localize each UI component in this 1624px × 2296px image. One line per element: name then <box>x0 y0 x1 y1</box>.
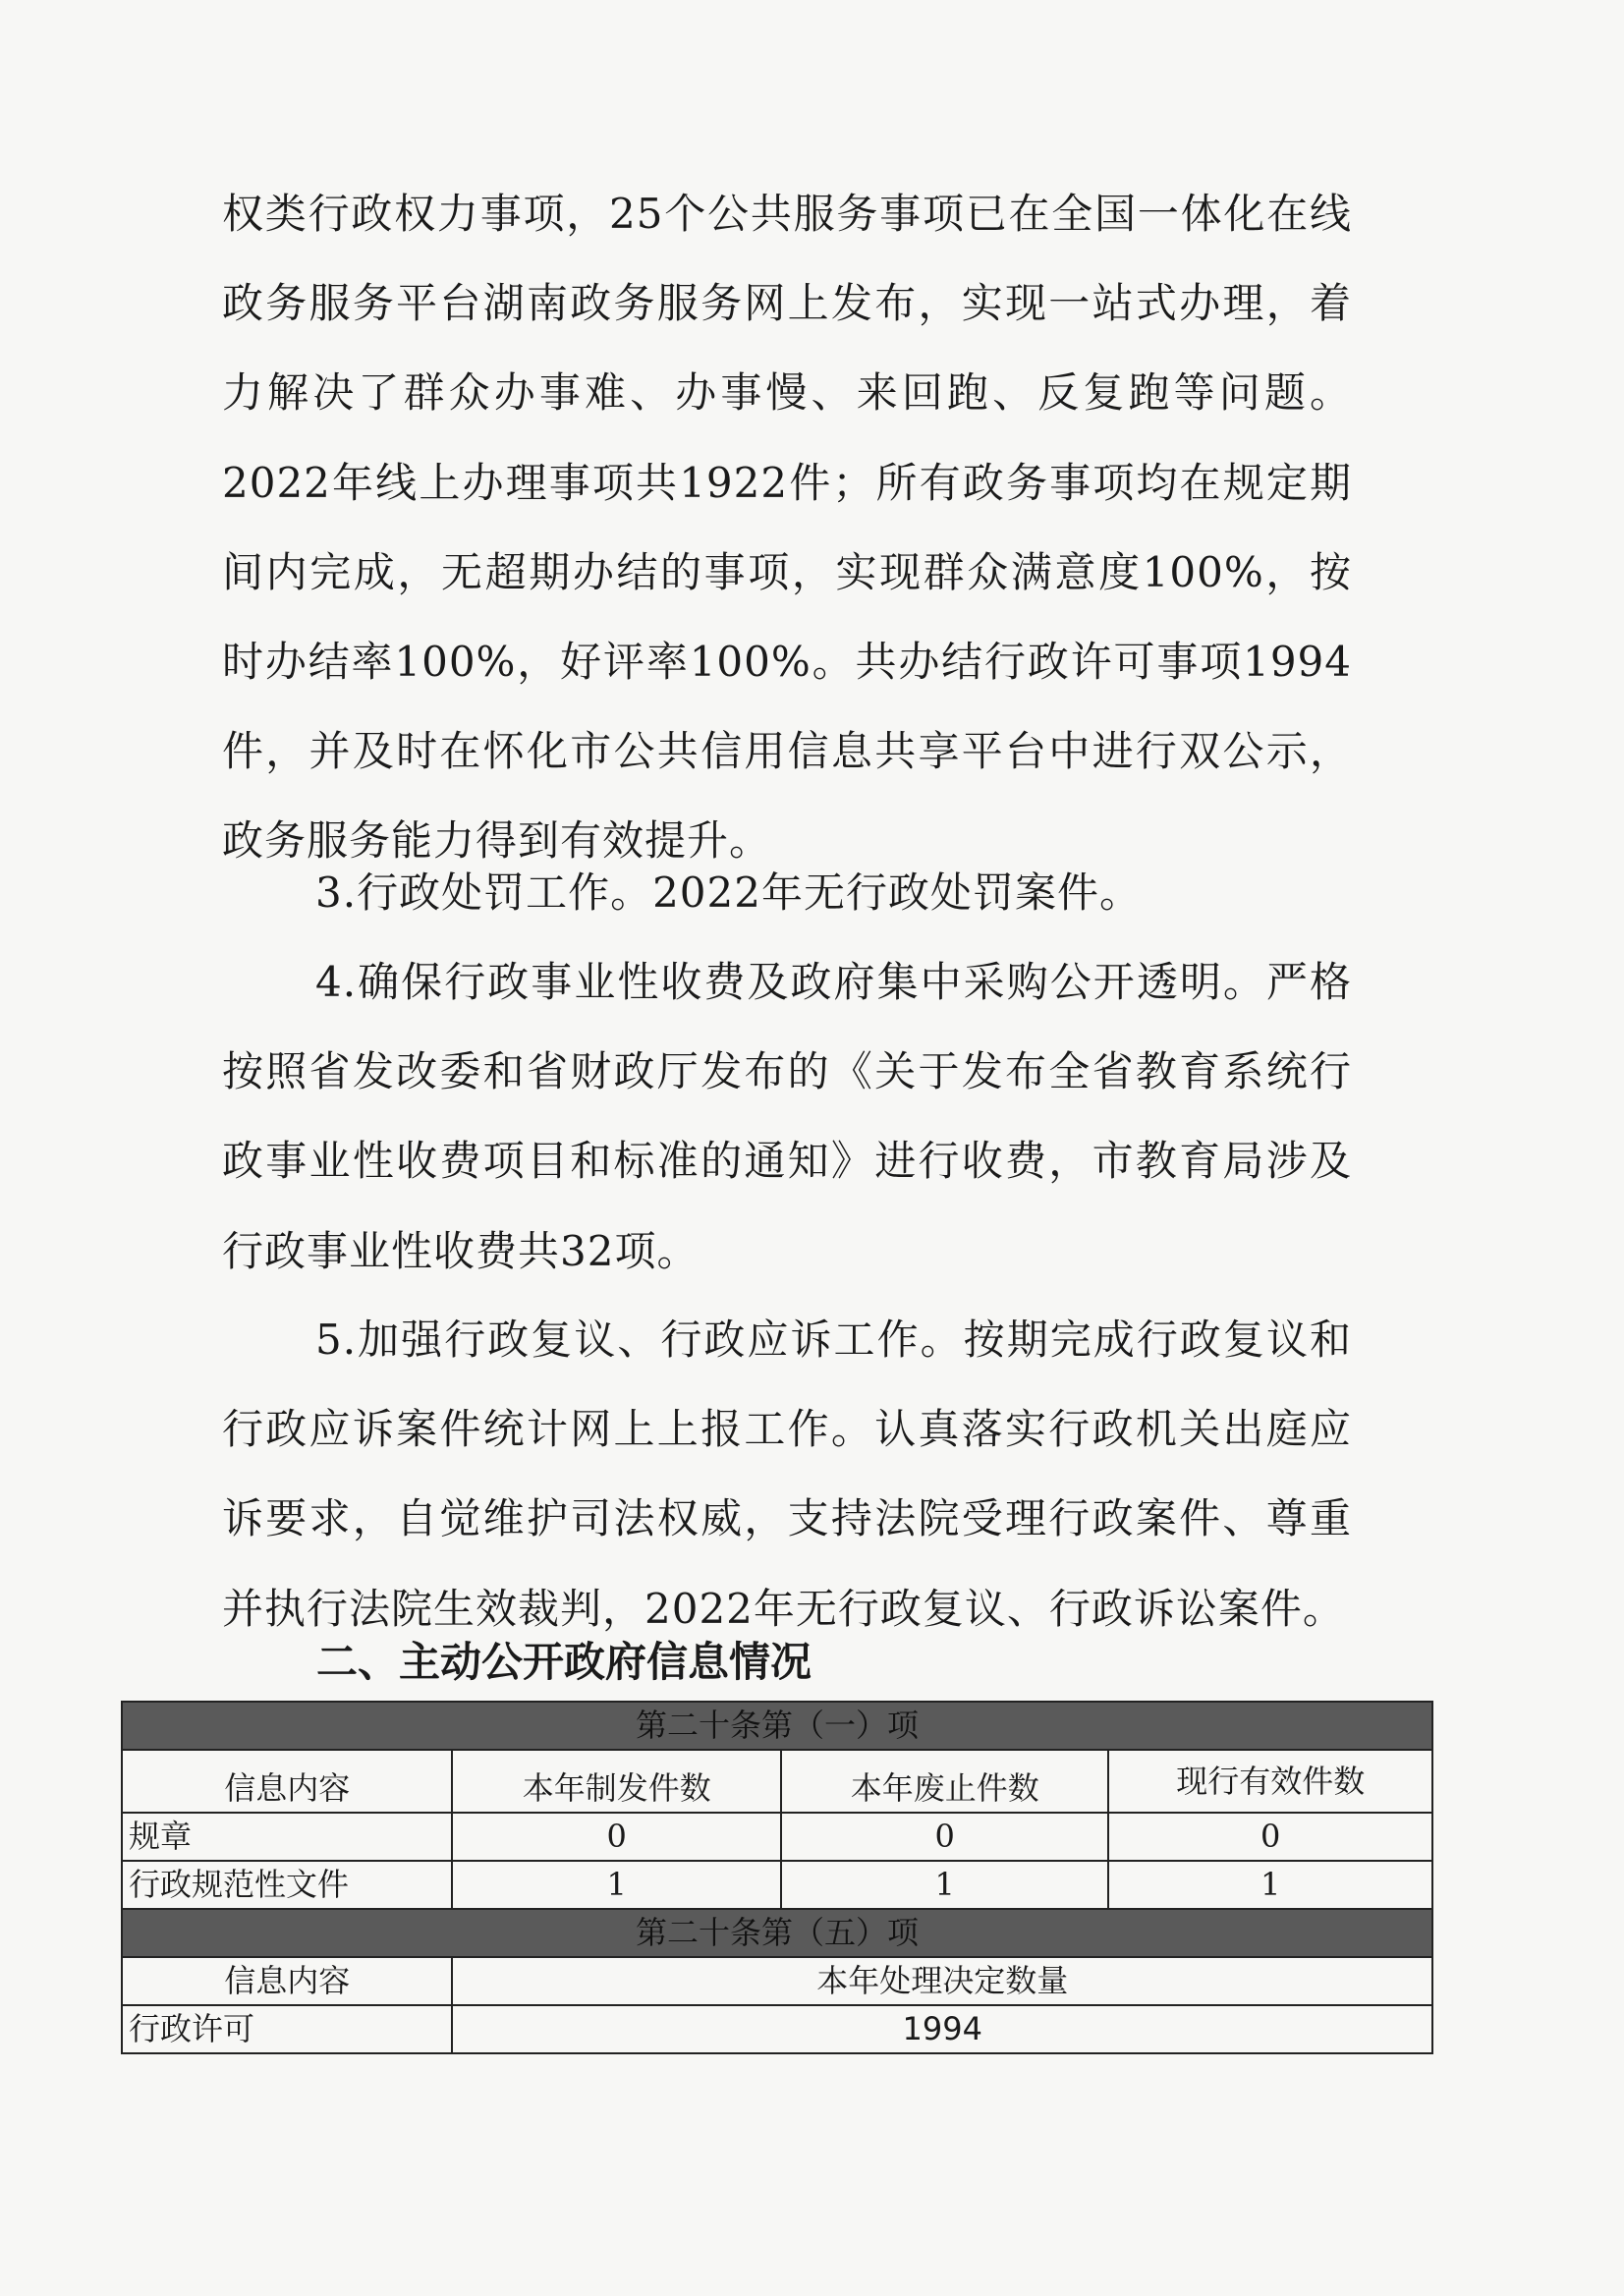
table2-cell: 1994 <box>452 2005 1432 2053</box>
table1-cell: 0 <box>452 1813 780 1861</box>
table1-header-repealed: 本年废止件数 <box>781 1750 1109 1813</box>
table-header-row <box>122 1957 1432 2005</box>
table-row <box>122 1861 1432 1909</box>
table1-cell: 0 <box>781 1813 1109 1861</box>
table-header-row <box>122 1750 1432 1813</box>
table2-band: 第二十条第（五）项 <box>122 1909 1432 1957</box>
table-band-row <box>122 1909 1432 1957</box>
table1-cell: 1 <box>452 1861 780 1909</box>
section-heading: 二、主动公开政府信息情况 <box>316 1638 812 1686</box>
table2-header-decisions: 本年处理决定数量 <box>452 1957 1432 2005</box>
table2-header-content: 信息内容 <box>122 1957 452 2005</box>
table-band-row <box>122 1702 1432 1750</box>
paragraph-fees-procurement: 4.确保行政事业性收费及政府集中采购公开透明。严格按照省发改委和省财政厅发布的《关于发布全省教育系统行政事业性收费项目和标准的通知》进行收费，市教育局涉及行政事业性收费共32项。 <box>222 958 1352 1275</box>
paragraph-online-services: 权类行政权力事项，25个公共服务事项已在全国一体化在线政务服务平台湖南政务服务网上发布，实现一站式办理，着力解决了群众办事难、办事慢、来回跑、反复跑等问题。2022年线上办理事项共1922件；所有政务事项均在规定期间内完成，无超期办结的事项，实现群众满意度100%，按时办结率100%，好评率100%。共办结行政许可事项1994件，并及时在怀化市公共信用信息共享平台中进行双公示，政务服务能力得到有效提升。 <box>222 190 1352 866</box>
table1-header-content: 信息内容 <box>122 1750 452 1813</box>
table2-row-label: 行政许可 <box>122 2005 452 2053</box>
table1-row-label: 规章 <box>122 1813 452 1861</box>
table1-header-issued: 本年制发件数 <box>452 1750 780 1813</box>
table-row <box>122 1813 1432 1861</box>
table1-cell: 1 <box>781 1861 1109 1909</box>
info-disclosure-table <box>121 1701 1433 2054</box>
table1-cell: 0 <box>1108 1813 1432 1861</box>
paragraph-administrative-penalty: 3.行政处罚工作。2022年无行政处罚案件。 <box>315 868 1142 917</box>
table1-header-valid: 现行有效件数 <box>1108 1750 1432 1813</box>
paragraph-reconsideration-litigation: 5.加强行政复议、行政应诉工作。按期完成行政复议和行政应诉案件统计网上上报工作。认真落实行政机关出庭应诉要求，自觉维护司法权威，支持法院受理行政案件、尊重并执行法院生效裁判，2022年无行政复议、行政诉讼案件。 <box>222 1316 1352 1633</box>
table-row <box>122 2005 1432 2053</box>
table1-cell: 1 <box>1108 1861 1432 1909</box>
table1-band: 第二十条第（一）项 <box>122 1702 1432 1750</box>
table1-row-label: 行政规范性文件 <box>122 1861 452 1909</box>
